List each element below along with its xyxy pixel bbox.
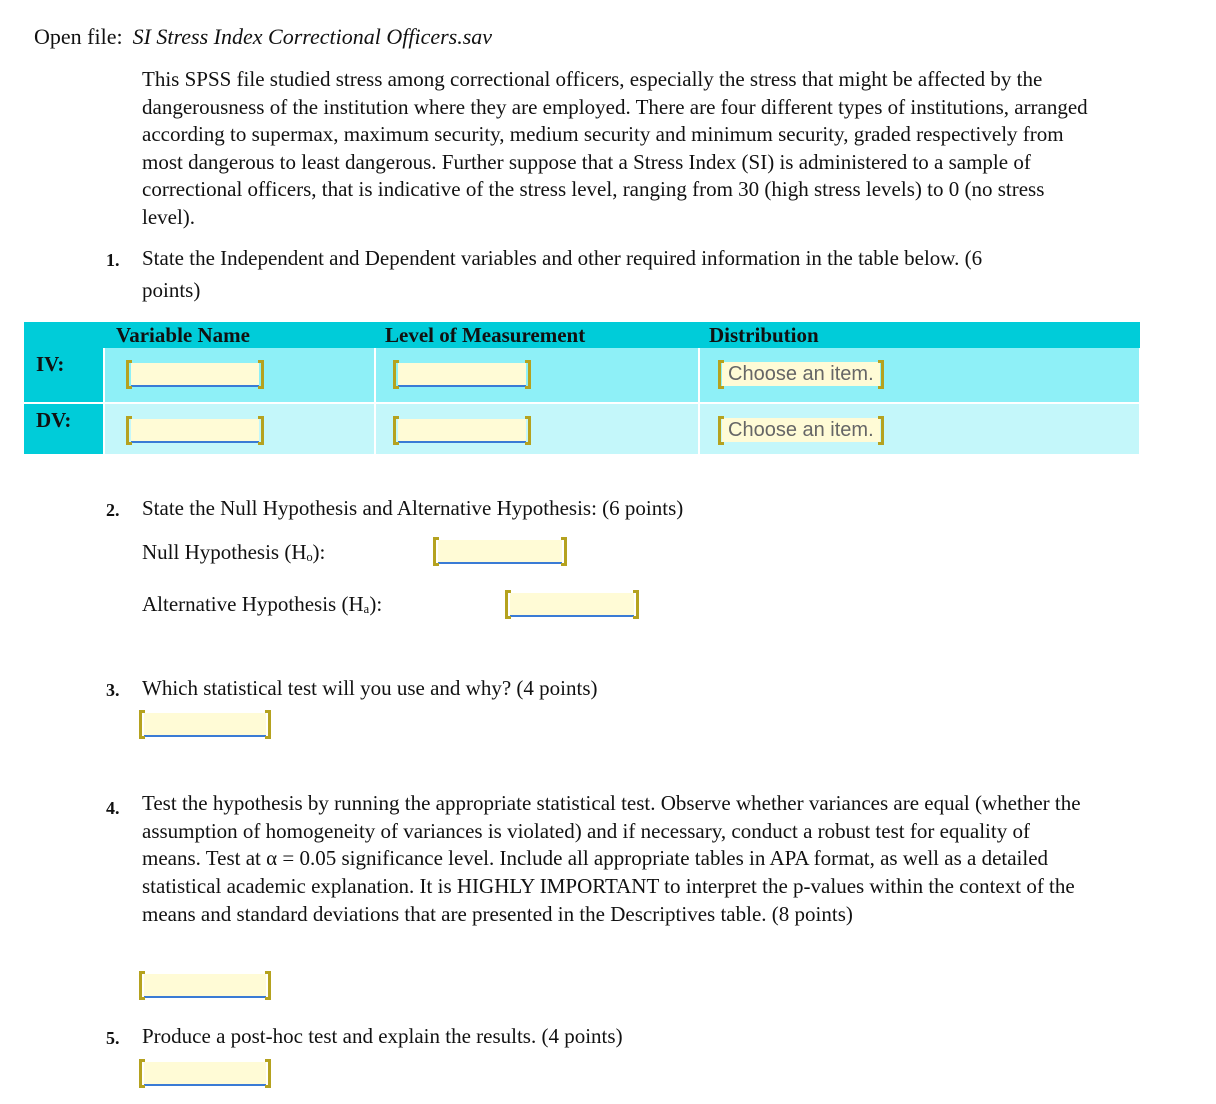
- iv-level-cell: [375, 348, 699, 403]
- question-3-text: Which statistical test will you use and why? (4 points): [142, 676, 598, 700]
- open-file-label: Open file:: [34, 24, 123, 49]
- dv-level-of-measurement-field[interactable]: [398, 419, 526, 443]
- null-hypothesis-label: Null Hypothesis (Hₒ):: [142, 540, 326, 564]
- question-5-text: Produce a post-hoc test and explain the results. (4 points): [142, 1024, 623, 1048]
- question-2-text: State the Null Hypothesis and Alternative Hypothesis: (6 points): [142, 496, 684, 520]
- header-distribution: Distribution: [699, 322, 1140, 348]
- row-label-dv: DV:: [24, 403, 104, 455]
- table-row-dv: [24, 403, 1140, 455]
- question-3-number: 3.: [106, 680, 120, 700]
- question-4-number: 4.: [106, 798, 120, 818]
- iv-variable-name-cell: [104, 348, 375, 403]
- iv-variable-name-field[interactable]: [131, 363, 259, 387]
- table-row-iv: [24, 348, 1140, 403]
- iv-level-of-measurement-field[interactable]: [398, 363, 526, 387]
- header-variable-name: Variable Name: [104, 322, 375, 348]
- question-4-text: Test the hypothesis by running the appropriate statistical test. Observe whether variances are equal (whether the assumption of homogeneity of variances is violated) and if necessary, conduct a robust test for equality of means. Test at α = 0.05 significance level. Include all appropriate tables in APA format, as well as a detailed statistical academic explanation. It is HIGHLY IMPORTANT to interpret the p-values within the context of the means and standard deviations that are presented in the Descriptives table. (8 points): [142, 791, 1081, 926]
- iv-distribution-cell: [699, 348, 1140, 403]
- iv-distribution-dropdown[interactable]: Choose an item.: [722, 362, 880, 386]
- dv-variable-name-field[interactable]: [131, 419, 259, 443]
- hypothesis-test-field[interactable]: [144, 974, 266, 998]
- question-1-text: State the Independent and Dependent variables and other required information in the table below. (6 points): [142, 246, 983, 302]
- file-name: SI Stress Index Correctional Officers.sav: [132, 24, 493, 49]
- question-2-number: 2.: [106, 500, 120, 520]
- dv-level-cell: [375, 403, 699, 455]
- null-hypothesis-field[interactable]: [438, 540, 562, 564]
- open-file-line: [34, 24, 492, 50]
- row-label-iv: IV:: [24, 348, 104, 403]
- question-1-number: 1.: [106, 250, 120, 270]
- question-5-number: 5.: [106, 1028, 120, 1048]
- alternative-hypothesis-field[interactable]: [510, 593, 634, 617]
- header-blank: [24, 322, 104, 348]
- post-hoc-field[interactable]: [144, 1062, 266, 1086]
- dv-distribution-cell: [699, 403, 1140, 455]
- variables-table: [24, 322, 1141, 456]
- intro-paragraph: This SPSS file studied stress among correctional officers, especially the stress that might be affected by the dangerousness of the institution where they are employed. There are four different types of institutions, arranged according to supermax, maximum security, medium security and minimum security, graded respectively from most dangerous to least dangerous. Further suppose that a Stress Index (SI) is administered to a sample of correctional officers, that is indicative of the stress level, ranging from 30 (high stress levels) to 0 (no stress level).: [142, 67, 1088, 229]
- statistical-test-field[interactable]: [144, 713, 266, 737]
- dv-variable-name-cell: [104, 403, 375, 455]
- dv-distribution-dropdown[interactable]: Choose an item.: [722, 418, 880, 442]
- alternative-hypothesis-label: Alternative Hypothesis (Hₐ):: [142, 592, 383, 616]
- header-level-of-measurement: Level of Measurement: [375, 322, 699, 348]
